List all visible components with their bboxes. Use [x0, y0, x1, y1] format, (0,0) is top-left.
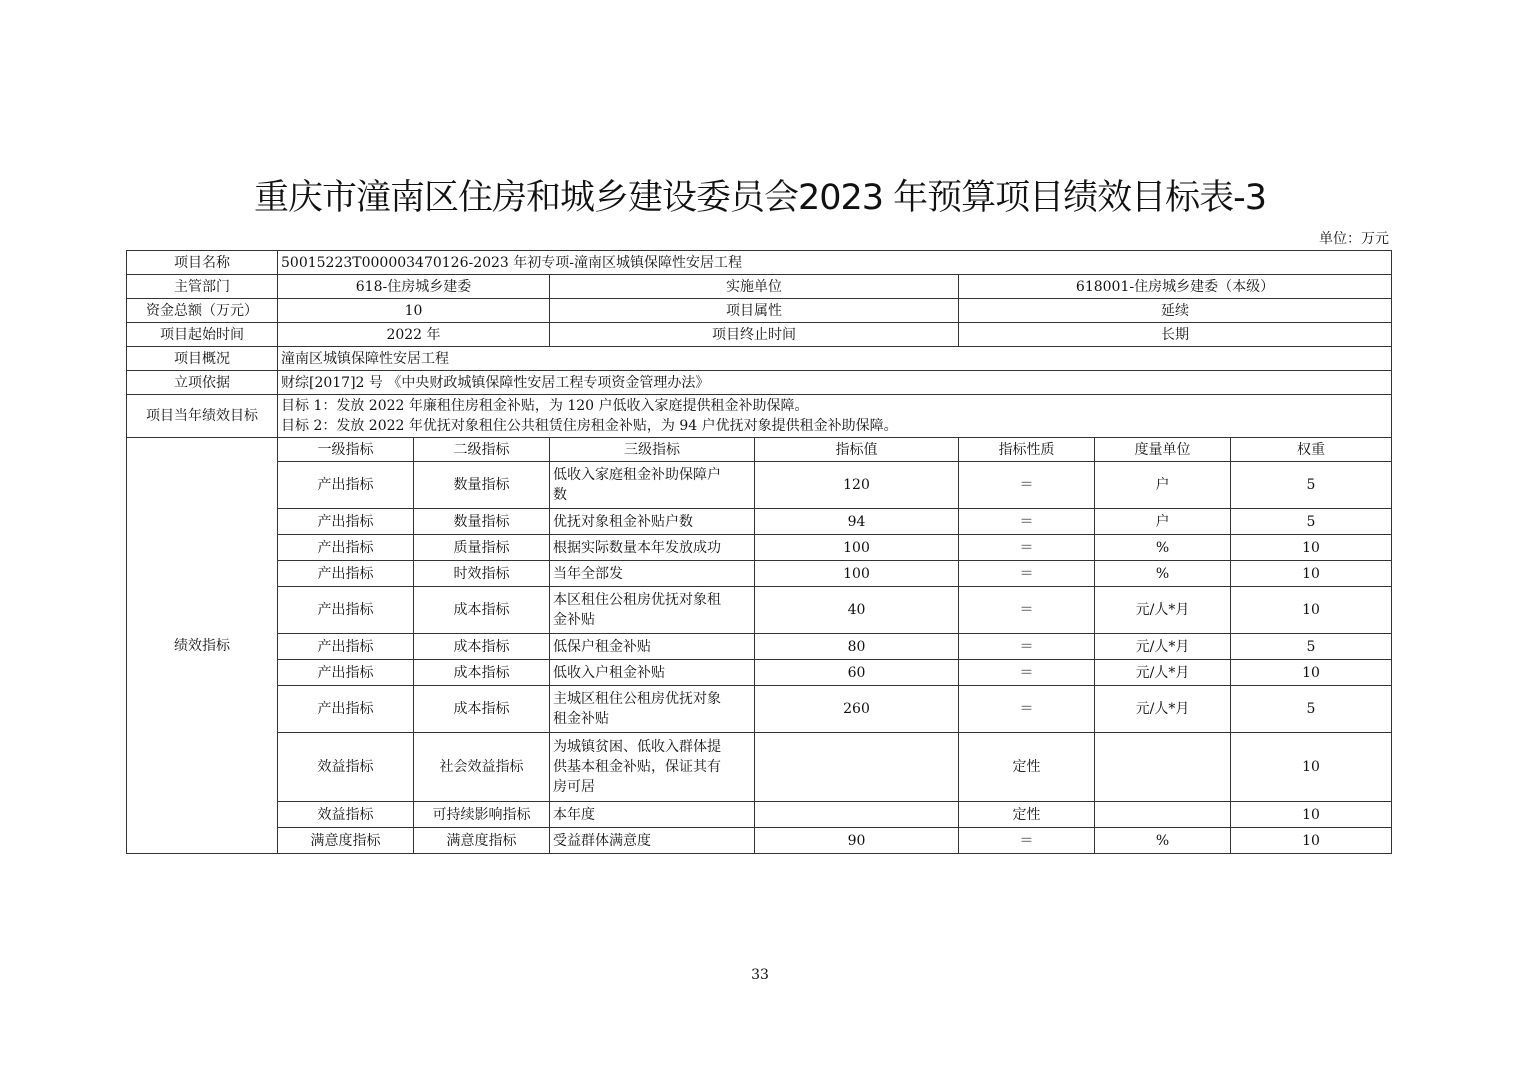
- indicator-level3: [550, 828, 755, 854]
- indicator-level1: 产出指标: [278, 660, 414, 686]
- header-value: 指标值: [755, 438, 959, 462]
- goal-value: [278, 395, 1392, 438]
- indicator-unit: [1095, 733, 1231, 802]
- indicator-nature: ＝: [959, 660, 1095, 686]
- indicator-nature: ＝: [959, 587, 1095, 634]
- row-fund: [127, 299, 1392, 323]
- attr-value: 延续: [959, 299, 1392, 323]
- row-goal: [127, 395, 1392, 438]
- indicator-level3: [550, 462, 755, 509]
- indicator-weight: 10: [1231, 802, 1392, 828]
- indicator-level2: 满意度指标: [414, 828, 550, 854]
- indicator-nature: ＝: [959, 462, 1095, 509]
- indicator-nature: ＝: [959, 686, 1095, 733]
- indicator-level3-line: 低保户租金补贴: [553, 638, 651, 655]
- end-value: 长期: [959, 323, 1392, 347]
- indicator-nature: ＝: [959, 509, 1095, 535]
- indicator-weight: 5: [1231, 462, 1392, 509]
- indicator-nature: ＝: [959, 828, 1095, 854]
- row-department: [127, 275, 1392, 299]
- indicator-level3-line: 房可居: [553, 779, 595, 795]
- indicator-value: 60: [755, 660, 959, 686]
- indicator-level1: 产出指标: [278, 686, 414, 733]
- indicator-level2: 质量指标: [414, 535, 550, 561]
- indicator-level3-line: 低收入户租金补贴: [553, 664, 665, 681]
- indicator-value: 100: [755, 535, 959, 561]
- attr-label: 项目属性: [550, 299, 959, 323]
- indicator-level3-line: 当年全部发: [553, 565, 623, 582]
- indicator-unit: 户: [1095, 462, 1231, 509]
- indicator-level2: 社会效益指标: [414, 733, 550, 802]
- indicator-level2: 成本指标: [414, 660, 550, 686]
- indicator-level1: 产出指标: [278, 535, 414, 561]
- indicator-row: [127, 587, 1392, 634]
- indicator-row: [127, 686, 1392, 733]
- row-time: [127, 323, 1392, 347]
- overview-label: 项目概况: [127, 347, 278, 371]
- header-weight: 权重: [1231, 438, 1392, 462]
- impl-label: 实施单位: [550, 275, 959, 299]
- row-project-name: [127, 251, 1392, 275]
- start-value: 2022 年: [278, 323, 550, 347]
- indicator-unit: %: [1095, 828, 1231, 854]
- indicator-level3-line: 受益群体满意度: [553, 832, 651, 849]
- header-level1: 一级指标: [278, 438, 414, 462]
- indicator-unit: 元/人*月: [1095, 634, 1231, 660]
- fund-value: 10: [278, 299, 550, 323]
- overview-value: 潼南区城镇保障性安居工程: [278, 347, 1392, 371]
- indicator-row: [127, 561, 1392, 587]
- indicator-level1: 效益指标: [278, 802, 414, 828]
- indicator-nature: 定性: [959, 733, 1095, 802]
- indicator-value: [755, 802, 959, 828]
- header-unit: 度量单位: [1095, 438, 1231, 462]
- indicator-level2: 可持续影响指标: [414, 802, 550, 828]
- indicator-weight: 10: [1231, 587, 1392, 634]
- indicator-unit: 元/人*月: [1095, 587, 1231, 634]
- indicator-row: [127, 462, 1392, 509]
- indicator-weight: 10: [1231, 535, 1392, 561]
- indicator-weight: 5: [1231, 634, 1392, 660]
- indicator-level3: [550, 561, 755, 587]
- indicator-level1: 产出指标: [278, 462, 414, 509]
- info-section: [127, 251, 1392, 438]
- indicator-unit: [1095, 802, 1231, 828]
- basis-label: 立项依据: [127, 371, 278, 395]
- indicator-level3: [550, 802, 755, 828]
- indicator-level1: 产出指标: [278, 509, 414, 535]
- performance-table: [126, 250, 1392, 854]
- indicator-level3: [550, 686, 755, 733]
- indicator-row: [127, 660, 1392, 686]
- indicator-unit: 元/人*月: [1095, 686, 1231, 733]
- indicator-value: 120: [755, 462, 959, 509]
- indicator-level3-line: 本区租住公租房优抚对象租: [553, 592, 721, 608]
- indicator-section-label: 绩效指标: [127, 438, 278, 854]
- indicator-row: [127, 535, 1392, 561]
- indicator-nature: ＝: [959, 535, 1095, 561]
- indicator-level1: 产出指标: [278, 561, 414, 587]
- indicator-level3-line: 为城镇贫困、低收入群体提: [553, 739, 721, 755]
- header-nature: 指标性质: [959, 438, 1095, 462]
- goal-line-1: 目标 1：发放 2022 年廉租住房租金补贴，为 120 户低收入家庭提供租金补助保障。: [281, 398, 809, 414]
- unit-label: 单位：万元: [1319, 231, 1389, 247]
- indicator-value: 40: [755, 587, 959, 634]
- indicator-weight: 5: [1231, 686, 1392, 733]
- project-name-label: 项目名称: [127, 251, 278, 275]
- indicator-weight: 5: [1231, 509, 1392, 535]
- indicator-nature: 定性: [959, 802, 1095, 828]
- indicator-level2: 数量指标: [414, 509, 550, 535]
- goal-line-2: 目标 2：发放 2022 年优抚对象租住公共租赁住房租金补贴，为 94 户优抚对象提供租金补助保障。: [281, 418, 898, 434]
- indicator-weight: 10: [1231, 828, 1392, 854]
- indicator-level1: 产出指标: [278, 634, 414, 660]
- indicator-level3-line: 供基本租金补贴，保证其有: [553, 759, 721, 775]
- impl-value: 618001-住房城乡建委（本级）: [959, 275, 1392, 299]
- indicator-level3: [550, 535, 755, 561]
- indicator-level1: 产出指标: [278, 587, 414, 634]
- indicator-unit: 元/人*月: [1095, 660, 1231, 686]
- indicator-level2: 成本指标: [414, 634, 550, 660]
- indicator-weight: 10: [1231, 660, 1392, 686]
- fund-label: 资金总额（万元）: [127, 299, 278, 323]
- indicator-level1: 效益指标: [278, 733, 414, 802]
- indicator-value: 80: [755, 634, 959, 660]
- indicator-level2: 成本指标: [414, 587, 550, 634]
- dept-value: 618-住房城乡建委: [278, 275, 550, 299]
- start-label: 项目起始时间: [127, 323, 278, 347]
- indicator-level1: 满意度指标: [278, 828, 414, 854]
- indicator-level3-line: 金补贴: [553, 612, 595, 628]
- indicator-nature: ＝: [959, 561, 1095, 587]
- indicator-header-row: [127, 438, 1392, 462]
- indicator-nature: ＝: [959, 634, 1095, 660]
- basis-value: 财综[2017]2 号 《中央财政城镇保障性安居工程专项资金管理办法》: [278, 371, 1392, 395]
- indicator-unit: %: [1095, 561, 1231, 587]
- page-title: 重庆市潼南区住房和城乡建设委员会2023 年预算项目绩效目标表-3: [253, 178, 1267, 218]
- indicator-value: 100: [755, 561, 959, 587]
- row-basis: [127, 371, 1392, 395]
- indicator-weight: 10: [1231, 561, 1392, 587]
- indicator-unit: 户: [1095, 509, 1231, 535]
- indicator-level2: 数量指标: [414, 462, 550, 509]
- indicator-level3: [550, 587, 755, 634]
- header-level2: 二级指标: [414, 438, 550, 462]
- indicator-row: [127, 509, 1392, 535]
- header-level3: 三级指标: [550, 438, 755, 462]
- indicator-level3: [550, 509, 755, 535]
- goal-label: 项目当年绩效目标: [127, 395, 278, 438]
- indicator-value: 260: [755, 686, 959, 733]
- indicator-level3-line: 租金补贴: [553, 711, 609, 727]
- indicator-value: 94: [755, 509, 959, 535]
- indicator-level3: [550, 634, 755, 660]
- indicator-level3-line: 低收入家庭租金补助保障户: [553, 467, 721, 483]
- row-overview: [127, 347, 1392, 371]
- indicator-section: [127, 438, 1392, 854]
- end-label: 项目终止时间: [550, 323, 959, 347]
- indicator-level3-line: 优抚对象租金补贴户数: [553, 513, 693, 530]
- indicator-level2: 成本指标: [414, 686, 550, 733]
- indicator-level2: 时效指标: [414, 561, 550, 587]
- indicator-row: [127, 733, 1392, 802]
- indicator-value: [755, 733, 959, 802]
- page-number: 33: [751, 967, 769, 983]
- indicator-level3-line: 主城区租住公租房优抚对象: [553, 691, 721, 707]
- indicator-level3-line: 根据实际数量本年发放成功: [553, 539, 721, 556]
- indicator-level3-line: 本年度: [553, 806, 595, 823]
- dept-label: 主管部门: [127, 275, 278, 299]
- indicator-value: 90: [755, 828, 959, 854]
- indicator-row: [127, 828, 1392, 854]
- indicator-weight: 10: [1231, 733, 1392, 802]
- indicator-row: [127, 634, 1392, 660]
- indicator-level3-line: 数: [553, 487, 567, 503]
- indicator-level3: [550, 733, 755, 802]
- indicator-level3: [550, 660, 755, 686]
- indicator-unit: %: [1095, 535, 1231, 561]
- indicator-row: [127, 802, 1392, 828]
- project-name-value: 50015223T000003470126-2023 年初专项-潼南区城镇保障性安居工程: [278, 251, 1392, 275]
